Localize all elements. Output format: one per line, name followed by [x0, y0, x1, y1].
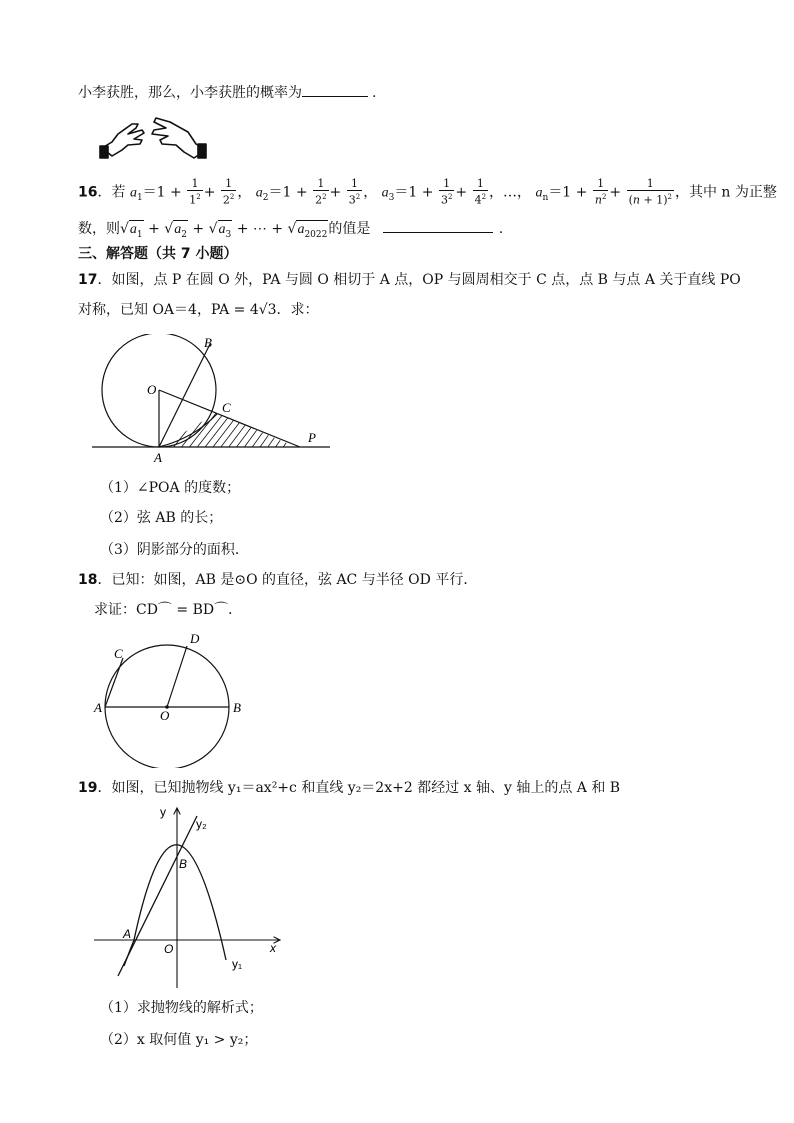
q19-sub1: （1）求抛物线的解析式； [100, 1000, 263, 1016]
q17-number: 17 [78, 272, 98, 288]
q16-sum-formula: $√a_1 + √a_2 + √a_3$ + ⋯ + $√a_{2022}$ [120, 221, 328, 240]
q19-text1: ．如图，已知抛物线 y₁＝ax²+c 和直线 y₂＝2x+2 都经过 x 轴、y 轴上的点 A 和 B [97, 780, 621, 796]
q17-label-C: C [222, 400, 231, 415]
q15-answer-blank[interactable] [302, 82, 368, 97]
q18-label-D: D [190, 631, 200, 646]
q16-period: . [498, 221, 504, 237]
q16-answer-blank[interactable] [383, 218, 493, 233]
q19-label-B: B [179, 857, 188, 871]
q17-label-O: O [147, 382, 157, 397]
q16-number: 16 [78, 184, 98, 201]
q18-number: 18 [78, 572, 98, 588]
q19-label-x: x [270, 941, 276, 955]
q15-period: . [372, 85, 377, 101]
q18-label-C: C [114, 646, 123, 661]
q17-figure [90, 334, 335, 464]
section-title: 三、解答题（共 7 小题） [78, 246, 238, 262]
q19-label-y1: y₁ [232, 957, 243, 971]
q17-label-B: B [204, 335, 212, 350]
q16-line2-a: 数，则 [78, 221, 120, 237]
q16-line2-b: 的值是 [328, 221, 371, 237]
q17-label-A: A [154, 450, 162, 464]
q17-line2: 对称，已知 OA＝4，PA = 4√3．求： [78, 302, 319, 318]
q17-sub2: （2）弦 AB 的长； [100, 510, 223, 526]
q19-line1 [78, 778, 620, 798]
q15-text: 小李获胜，那么，小李获胜的概率为 [78, 85, 302, 101]
hands-illustration [98, 112, 210, 162]
q19-sub2: （2）x 取何值 y₁ > y₂； [100, 1032, 258, 1048]
q16-suffix: ，其中 n 为正整 [674, 184, 777, 201]
q16-line2 [78, 218, 503, 245]
q17-sub1: （1）∠POA 的度数； [100, 480, 241, 496]
q18-label-B: B [233, 700, 241, 715]
q19-number: 19 [78, 780, 98, 796]
q19-label-y2: y₂ [196, 817, 207, 831]
q17-sub3: （3）阴影部分的面积． [100, 542, 249, 558]
q18-label-A: A [94, 700, 102, 715]
q18-text1: ．已知：如图，AB 是⊙O 的直径，弦 AC 与半径 OD 平行． [97, 572, 478, 588]
q19-label-y: y [160, 805, 166, 819]
q18-label-O: O [160, 708, 170, 723]
q17-label-P: P [308, 430, 316, 445]
q15-tail [78, 82, 376, 103]
q18-figure [90, 628, 250, 768]
q16-intro: ．若 [97, 184, 126, 201]
q19-figure [90, 800, 290, 990]
q19-label-A: A [123, 927, 132, 941]
q17-line1 [78, 270, 741, 290]
q18-line2: 求证：CD⌒ = BD⌒． [94, 602, 243, 618]
q17-text1: ．如图，点 P 在圆 O 外，PA 与圆 O 相切于 A 点，OP 与圆周相交于 C 点，点 B 与点 A 关于直线 PO [97, 272, 741, 288]
q18-line1 [78, 570, 477, 590]
q19-label-O: O [164, 942, 174, 956]
q16-line1: 16．若 $a_1=1$ + $\frac{1}{1^2}$ + $\frac{1}{2^2}$ ， $a_2=1$ + $\frac{1}{2^2}$ + $\frac{1}{3^2}$ ， $a_3=1$ + $\frac{1}{3^2}$ + $\frac{1}{4^2}$ ，…， $a_n=1$ + $\frac{1}{n^2}$ + $\frac{1}{(n + 1)^2}$ ，其中 n 为正整 [78, 177, 777, 207]
